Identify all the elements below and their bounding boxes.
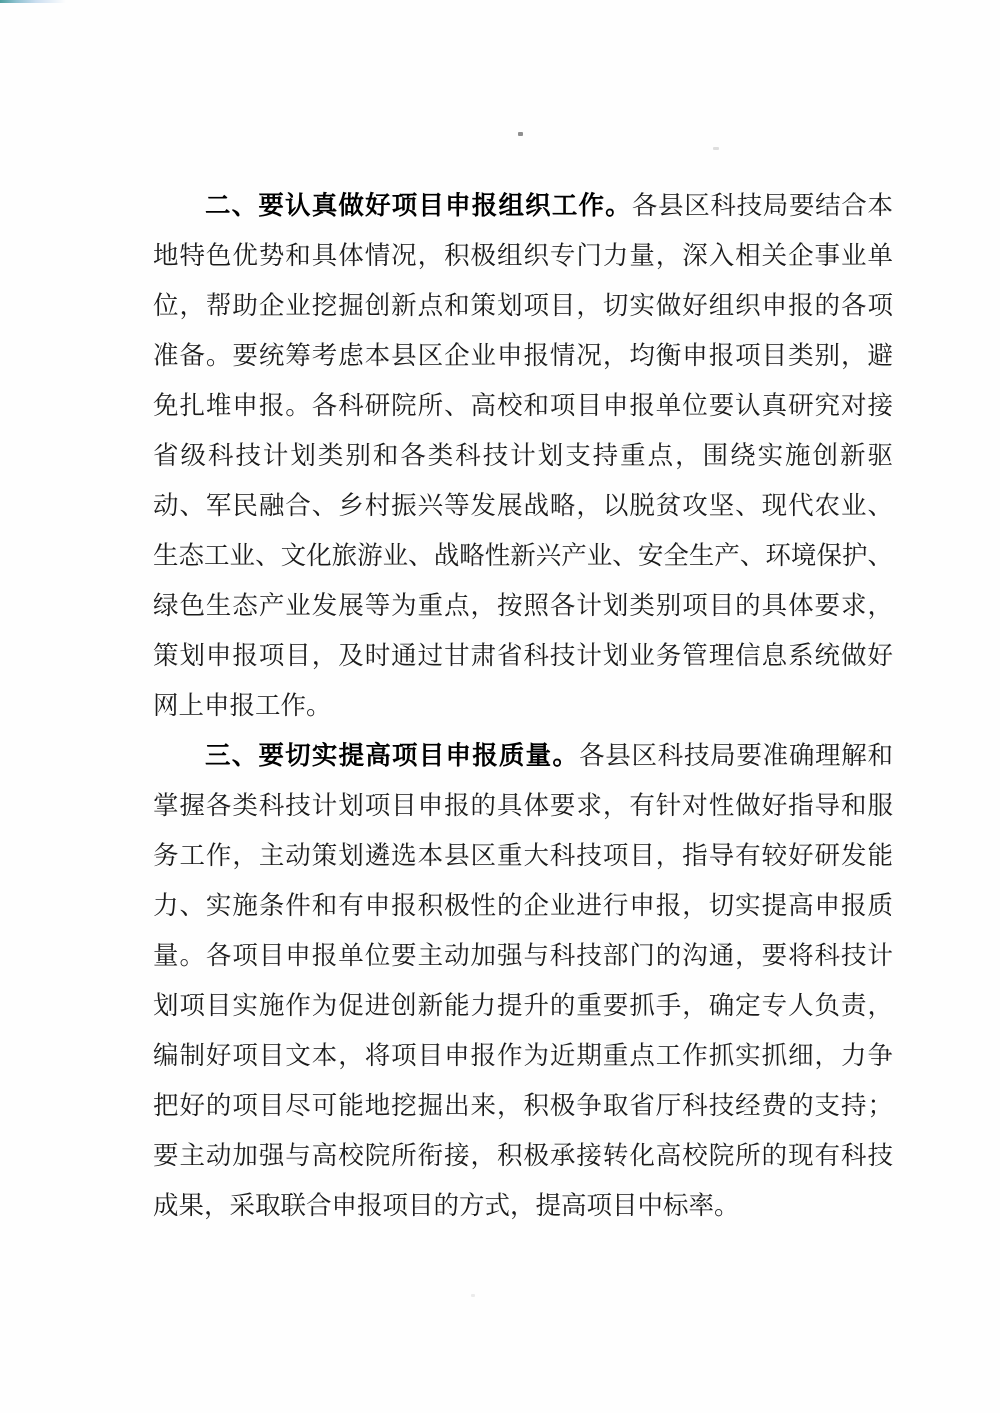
text-line: 把好的项目尽可能地挖掘出来，积极争取省厅科技经费的支持； [153,1091,893,1120]
text-line: 务工作，主动策划遴选本县区重大科技项目，指导有较好研发能 [153,841,893,870]
text-line: 划项目实施作为促进创新能力提升的重要抓手，确定专人负责， [153,991,893,1020]
text-line: 绿色生态产业发展等为重点，按照各计划类别项目的具体要求， [153,591,893,620]
paragraph-3-line-1 [153,731,893,781]
scan-speck [518,132,523,136]
text-line: 力、实施条件和有申报积极性的企业进行申报，切实提高申报质 [153,891,893,920]
paragraph-3-line-1-rest: 各县区科技局要准确理解和 [579,741,893,770]
text-line: 地特色优势和具体情况，积极组织专门力量，深入相关企事业单 [153,241,893,270]
text-line: 策划申报项目，及时通过甘肃省科技计划业务管理信息系统做好 [153,641,893,670]
paragraph-2-last-line: 网上申报工作。 [153,691,332,720]
text-line: 编制好项目文本，将项目申报作为近期重点工作抓实抓细，力争 [153,1041,893,1070]
text-line: 动、军民融合、乡村振兴等发展战略，以脱贫攻坚、现代农业、 [153,491,893,520]
scan-speck [713,147,719,150]
document-text-block [153,181,893,1231]
paragraph-2-line-1-rest: 各县区科技局要结合本 [631,191,893,220]
paragraph-2-line-1 [153,181,893,231]
text-line: 省级科技计划类别和各类科技计划支持重点，围绕实施创新驱 [153,441,893,470]
text-line: 免扎堆申报。各科研院所、高校和项目申报单位要认真研究对接 [153,391,893,420]
text-line: 准备。要统筹考虑本县区企业申报情况，均衡申报项目类别，避 [153,341,893,370]
paragraph-2-heading: 二、要认真做好项目申报组织工作。 [205,192,632,220]
paragraph-3-last-line: 成果，采取联合申报项目的方式，提高项目中标率。 [153,1191,740,1220]
text-line: 掌握各类科技计划项目申报的具体要求，有针对性做好指导和服 [153,791,893,820]
paragraph-3-heading: 三、要切实提高项目申报质量。 [205,742,580,770]
text-line: 量。各项目申报单位要主动加强与科技部门的沟通，要将科技计 [153,941,893,970]
text-line: 位，帮助企业挖掘创新点和策划项目，切实做好组织申报的各项 [153,291,893,320]
scan-speck [471,1294,475,1297]
scanner-streak-artifact [0,0,66,3]
text-line: 生态工业、文化旅游业、战略性新兴产业、安全生产、环境保护、 [153,541,893,570]
text-line: 要主动加强与高校院所衔接，积极承接转化高校院所的现有科技 [153,1141,893,1170]
